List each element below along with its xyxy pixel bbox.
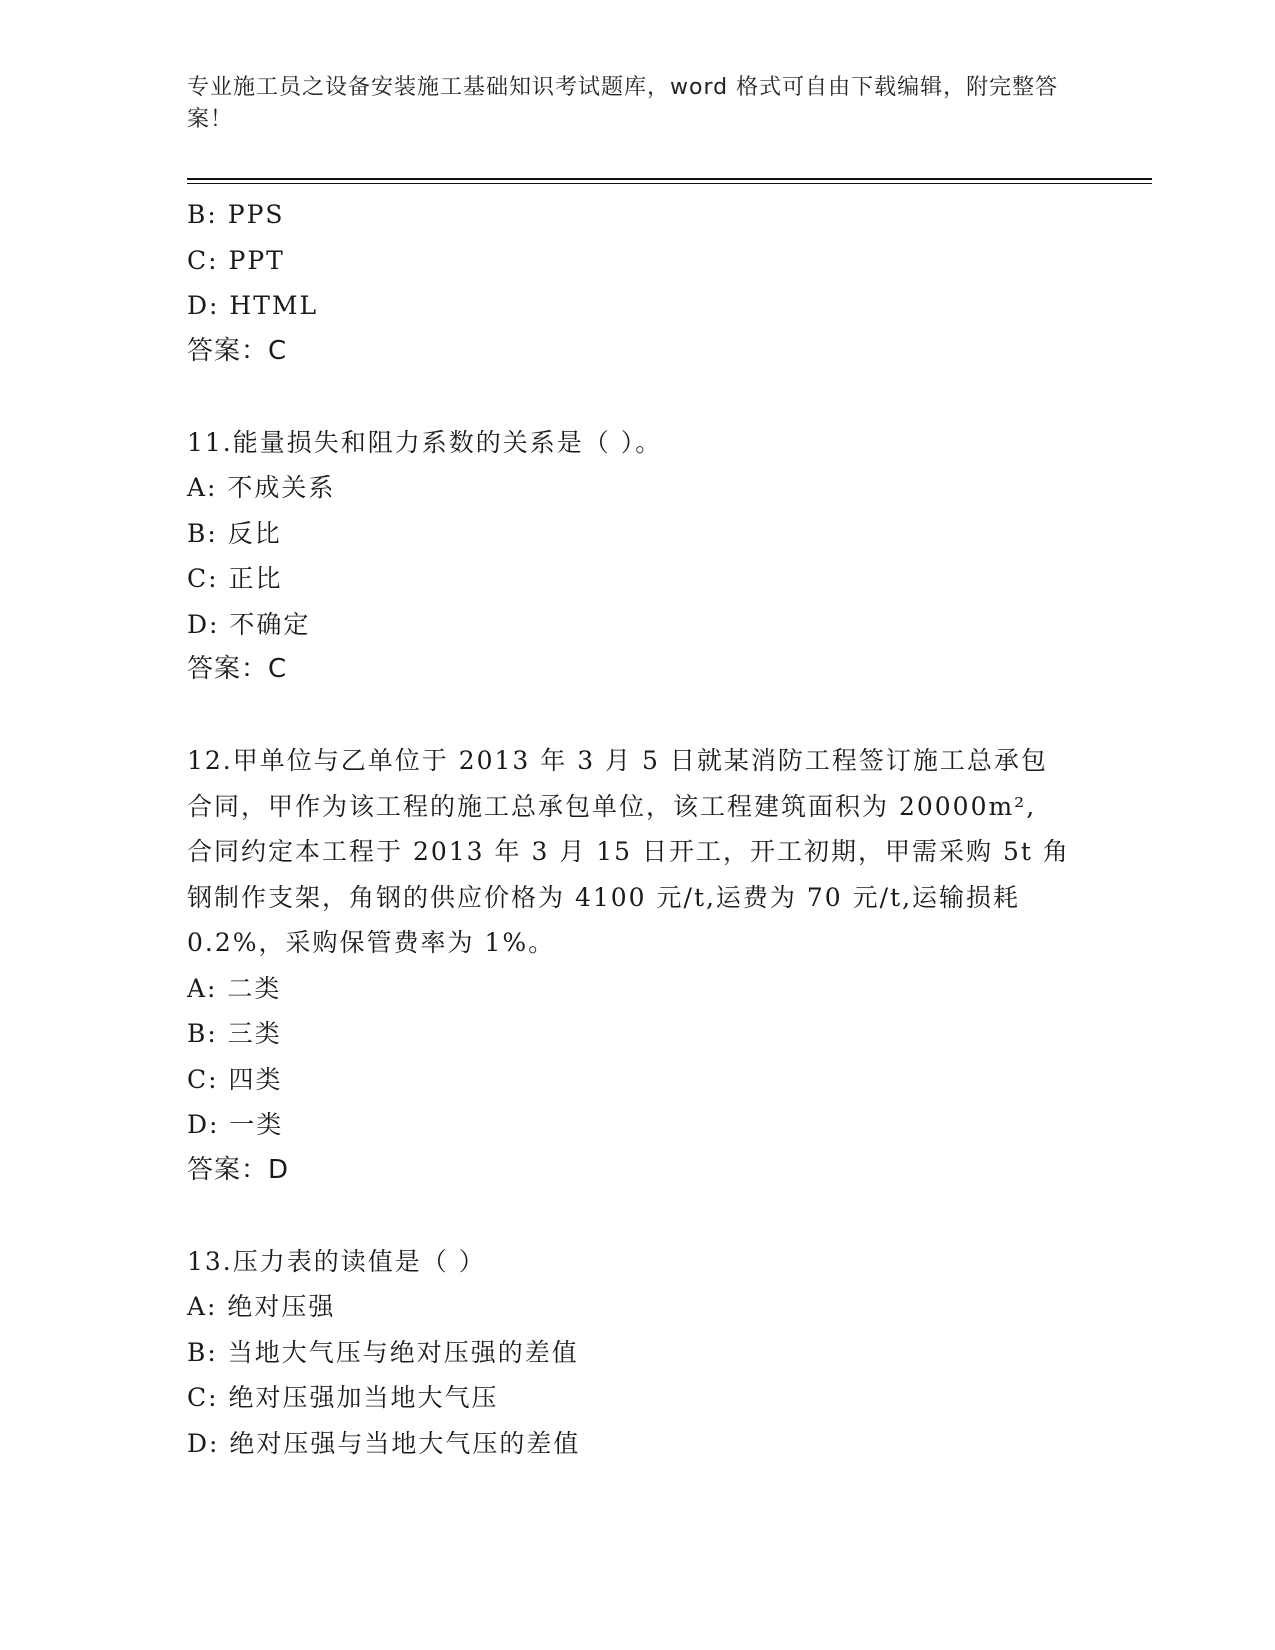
option-b: B: 三类 bbox=[187, 1019, 282, 1048]
answer-line: 答案：D bbox=[187, 1154, 290, 1185]
option-c: C: 正比 bbox=[187, 564, 283, 593]
question-text: 11.能量损失和阻力系数的关系是（ ）。 bbox=[187, 427, 663, 457]
question-11 bbox=[187, 420, 1087, 693]
question-text-line: 12.甲单位与乙单位于 2013 年 3 月 5 日就某消防工程签订施工总承包 bbox=[187, 746, 1048, 775]
option-b: B: 反比 bbox=[187, 518, 282, 548]
header-divider-thin bbox=[187, 183, 1152, 184]
document-header bbox=[187, 72, 1067, 136]
option-c: C: 四类 bbox=[187, 1064, 283, 1094]
option-c: C: PPT bbox=[187, 245, 285, 275]
option-d: D: 绝对压强与当地大气压的差值 bbox=[187, 1428, 581, 1458]
question-text-line: 0.2%，采购保管费率为 1%。 bbox=[187, 928, 556, 957]
option-a: A: 二类 bbox=[187, 973, 282, 1003]
option-d: D: 不确定 bbox=[187, 609, 311, 639]
question-text-line: 合同约定本工程于 2013 年 3 月 15 日开工，开工初期，甲需采购 5t 角 bbox=[187, 837, 1070, 866]
question-10-tail bbox=[187, 192, 1087, 374]
question-13 bbox=[187, 1239, 1087, 1467]
question-12 bbox=[187, 738, 1087, 1193]
question-text-line: 钢制作支架，角钢的供应价格为 4100 元/t,运费为 70 元/t,运输损耗 bbox=[187, 882, 1021, 912]
question-text: 13.压力表的读值是（ ） bbox=[187, 1246, 486, 1276]
header-divider-thick bbox=[187, 178, 1152, 180]
option-b: B: PPS bbox=[187, 200, 285, 229]
header-title: 专业施工员之设备安装施工基础知识考试题库，word 格式可自由下载编辑，附完整答案！ bbox=[187, 75, 1059, 132]
question-list bbox=[187, 192, 1087, 1466]
option-c: C: 绝对压强加当地大气压 bbox=[187, 1383, 499, 1412]
option-a: A: 绝对压强 bbox=[187, 1292, 336, 1321]
option-d: D: 一类 bbox=[187, 1110, 284, 1139]
answer-line: 答案：C bbox=[187, 654, 288, 684]
option-b: B: 当地大气压与绝对压强的差值 bbox=[187, 1337, 579, 1367]
option-a: A: 不成关系 bbox=[187, 473, 336, 502]
question-text-line: 合同，甲作为该工程的施工总承包单位，该工程建筑面积为 20000m², bbox=[187, 791, 1037, 821]
option-d: D: HTML bbox=[187, 291, 319, 320]
answer-line: 答案：C bbox=[187, 335, 288, 366]
